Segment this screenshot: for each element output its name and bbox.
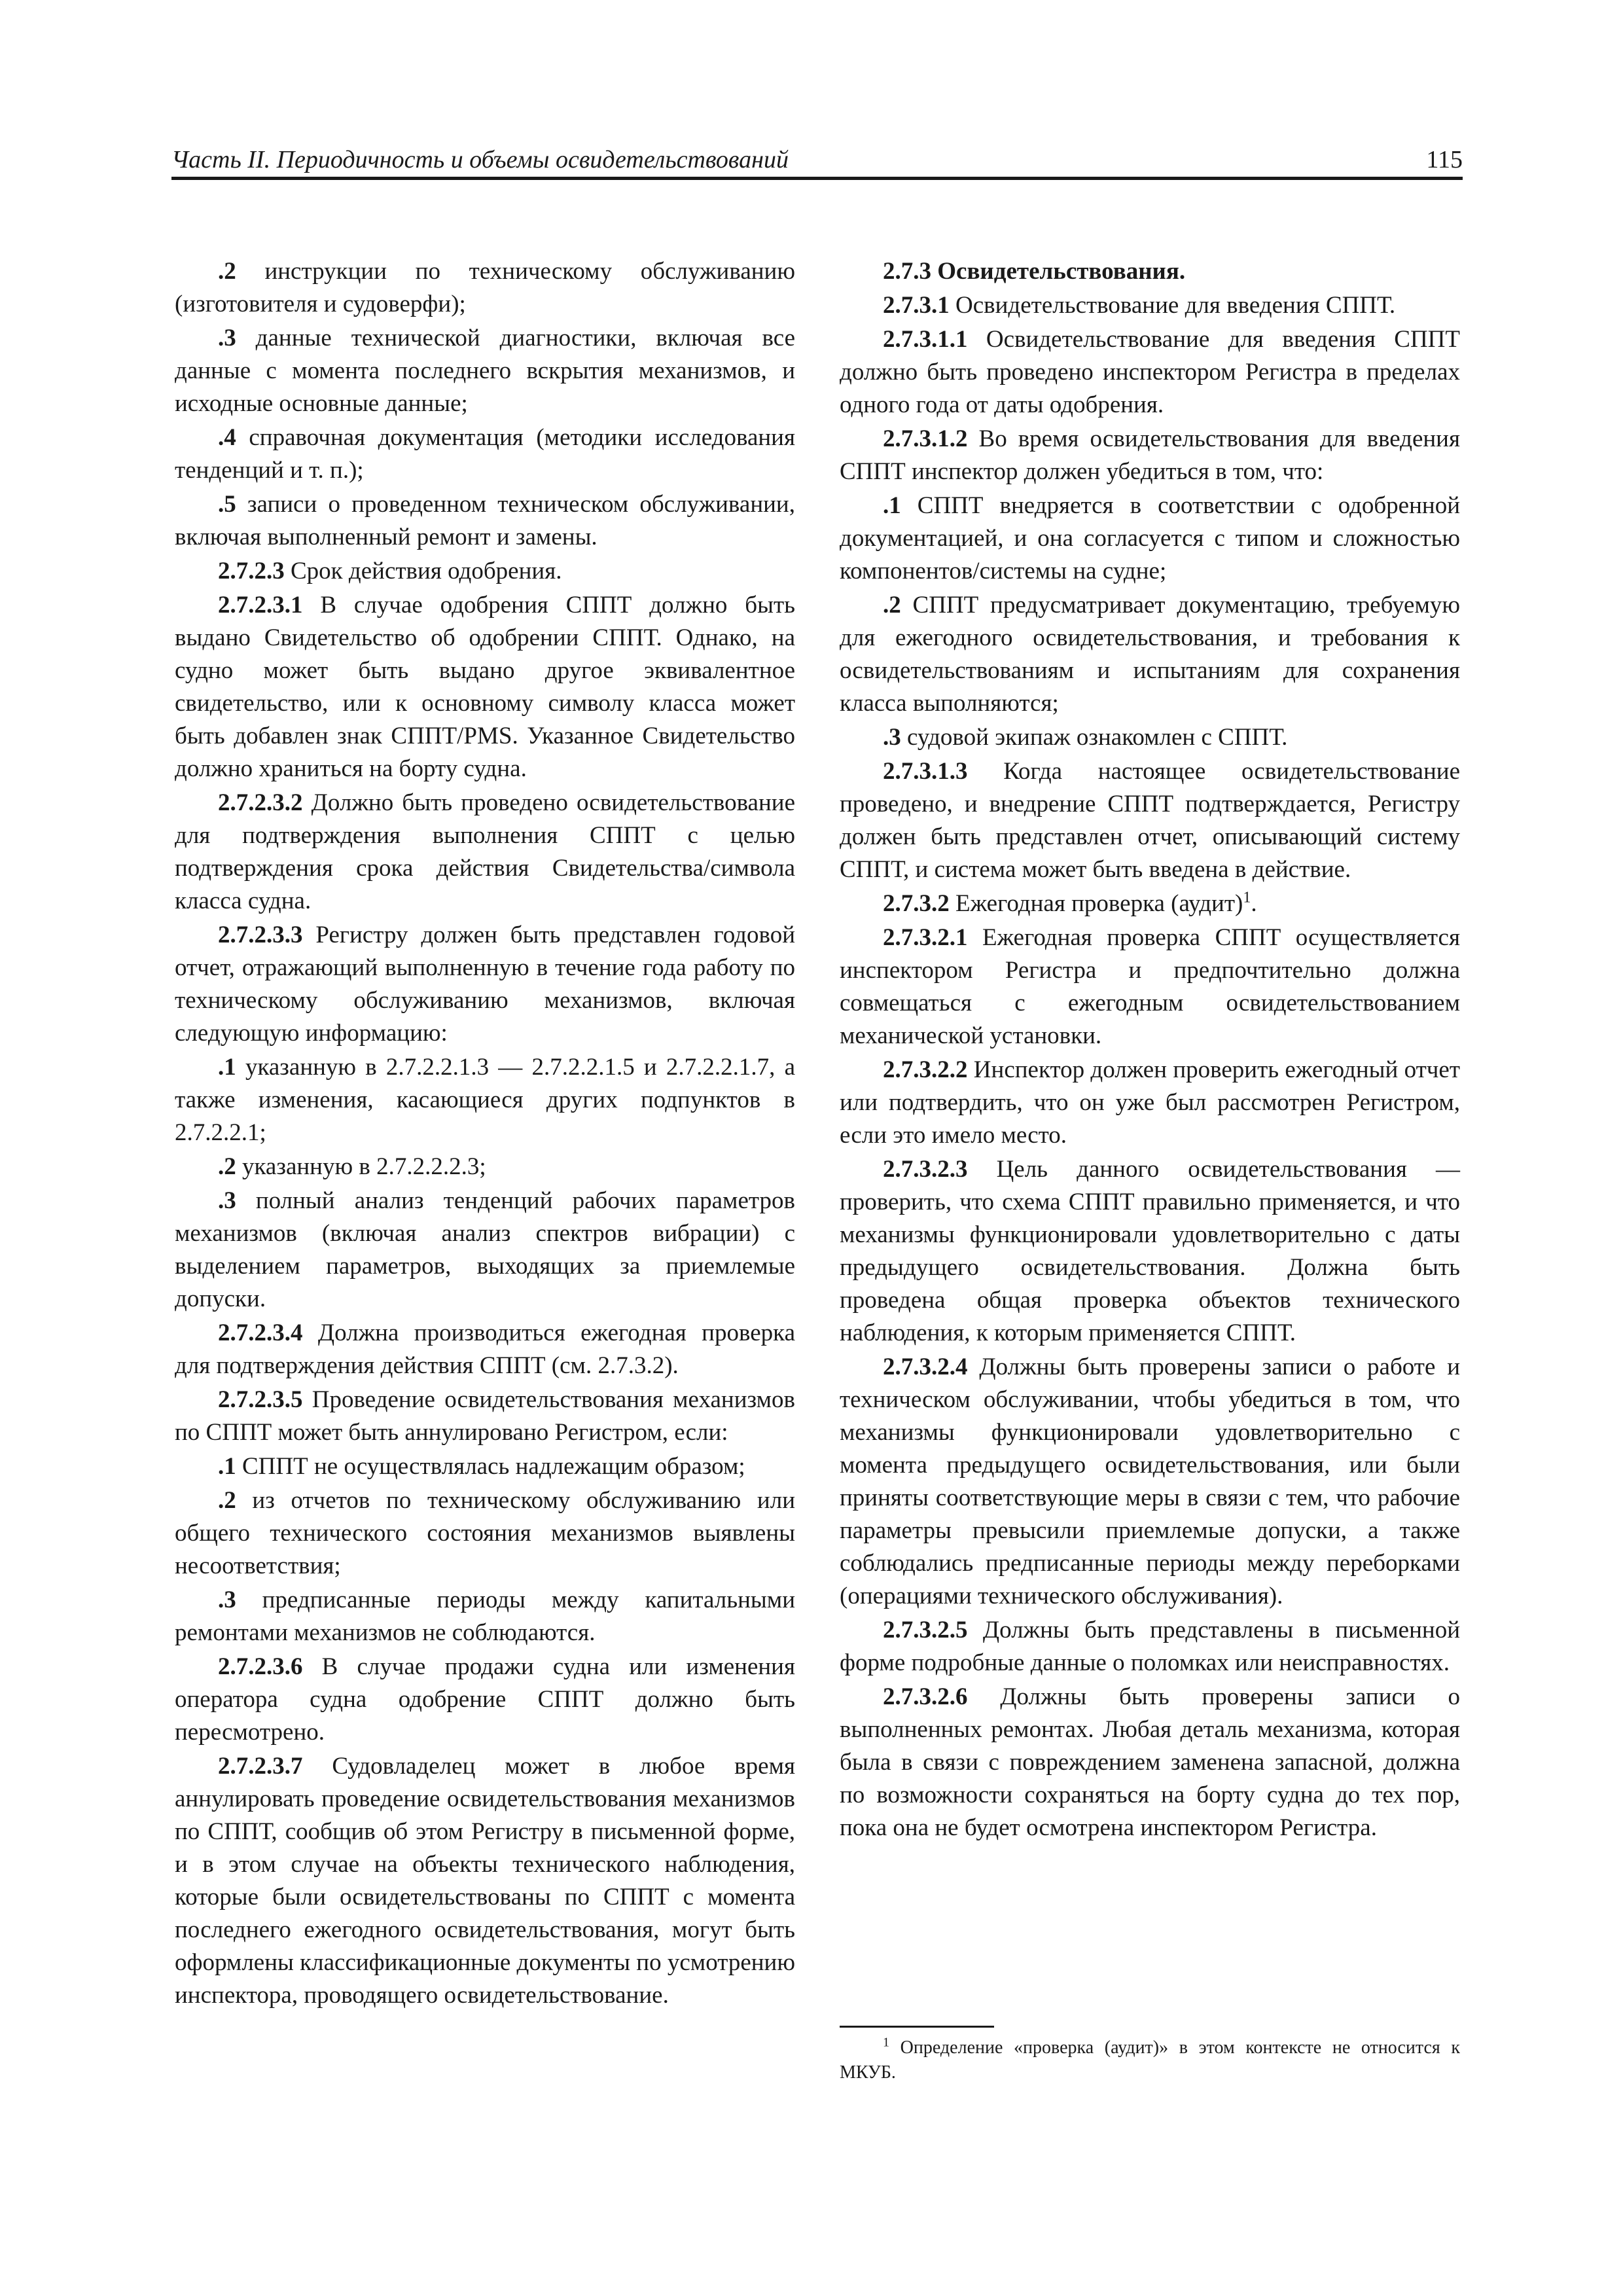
item-text: из отчетов по техническому обслуживанию или общего технического состояния механизмов выявлены несоответствия;	[175, 1487, 795, 1579]
clause-text: Ежегодная проверка СППТ осуществляется инспектором Регистра и предпочтительно должна совмещаться с ежегодным освидетельствованием механической установки.	[840, 924, 1460, 1049]
paragraph	[175, 919, 795, 1050]
clause-number: 2.7.3.2.6	[883, 1683, 968, 1710]
list-item	[175, 488, 795, 554]
section-text: Ежегодная проверка (аудит)	[955, 890, 1243, 917]
item-text: полный анализ тенденций рабочих параметров механизмов (включая анализ спектров вибрации) с выделением параметров, выходящих за приемлемые допуски.	[175, 1187, 795, 1312]
list-item	[175, 322, 795, 420]
section-text: Срок действия одобрения.	[291, 558, 562, 584]
clause-number: 2.7.3.1.1	[883, 326, 968, 353]
item-number: .1	[218, 1054, 236, 1081]
section-heading	[840, 255, 1460, 288]
item-number: .5	[218, 491, 236, 518]
clause-number: 2.7.3.2.4	[883, 1354, 968, 1380]
item-number: .3	[218, 1187, 236, 1214]
clause-number: 2.7.2.3.7	[218, 1753, 303, 1780]
clause-number: 2.7.3.1.2	[883, 425, 968, 452]
footnote-reference: 1	[1243, 889, 1251, 906]
item-number: .1	[883, 492, 901, 519]
section-number: 2.7.3	[883, 258, 931, 285]
section-heading	[840, 888, 1460, 920]
item-text: данные технической диагностики, включая все данные с момента последнего вскрытия механизмов, и исходные основные данные;	[175, 325, 795, 417]
list-item	[175, 422, 795, 487]
item-number: .2	[218, 258, 236, 285]
section-number: 2.7.3.2	[883, 890, 950, 917]
section-number: 2.7.3.1	[883, 292, 950, 319]
clause-text: Должна производиться ежегодная проверка для подтверждения действия СППТ (см. 2.7.3.2).	[175, 1319, 795, 1379]
item-number: .2	[218, 1487, 236, 1514]
item-number: .3	[883, 724, 901, 751]
clause-text: В случае продажи судна или изменения оператора судна одобрение СППТ должно быть пересмотрено.	[175, 1653, 795, 1746]
header-rule	[171, 177, 1463, 180]
item-text: указанную в 2.7.2.2.2.3;	[242, 1153, 486, 1180]
item-number: .1	[218, 1453, 236, 1480]
paragraph	[175, 1651, 795, 1749]
footnote-mark: 1	[883, 2035, 889, 2050]
item-text: инструкции по техническому обслуживанию (изготовителя и судоверфи);	[175, 258, 795, 317]
clause-number: 2.7.3.1.3	[883, 758, 968, 785]
paragraph	[840, 755, 1460, 886]
clause-text: Должно быть проведено освидетельствование для подтверждения выполнения СППТ с целью подтверждения срока действия Свидетельства/символа класса судна.	[175, 789, 795, 914]
page-number: 115	[1426, 146, 1463, 173]
item-text: СППТ внедряется в соответствии с одобренной документацией, и она согласуется с типом и сложностью компонентов/системы на судне;	[840, 492, 1461, 584]
section-heading	[175, 555, 795, 588]
footnote-rule	[840, 2026, 994, 2028]
paragraph	[175, 1317, 795, 1382]
clause-text: Должны быть представлены в письменной форме подробные данные о поломках или неисправностях.	[840, 1617, 1460, 1676]
clause-number: 2.7.2.3.1	[218, 592, 303, 619]
list-item	[175, 1484, 795, 1583]
item-text: записи о проведенном техническом обслуживании, включая выполненный ремонт и замены.	[175, 491, 795, 550]
item-text: предписанные периоды между капитальными ремонтами механизмов не соблюдаются.	[175, 1587, 795, 1646]
clause-text: Когда настоящее освидетельствование проведено, и внедрение СППТ подтверждается, Регистру должен быть представлен отчет, описывающий систему СППТ, и система может быть введена в действие.	[840, 758, 1460, 883]
paragraph	[840, 1614, 1460, 1679]
item-number: .4	[218, 424, 236, 451]
paragraph	[840, 1351, 1460, 1613]
paragraph	[840, 323, 1460, 422]
paragraph	[175, 1750, 795, 2012]
paragraph	[175, 787, 795, 918]
list-item	[175, 255, 795, 321]
footnote-text: Определение «проверка (аудит)» в этом контексте не относится к МКУБ.	[840, 2037, 1460, 2083]
clause-number: 2.7.2.3.4	[218, 1319, 303, 1346]
list-item	[175, 1151, 795, 1183]
footnote	[840, 2036, 1460, 2085]
clause-number: 2.7.2.3.2	[218, 789, 303, 816]
clause-text: Регистру должен быть представлен годовой отчет, отражающий выполненную в течение года работу по техническому обслуживанию механизмов, включая следующую информацию:	[175, 922, 796, 1047]
clause-text: В случае одобрения СППТ должно быть выдано Свидетельство об одобрении СППТ. Однако, на судно может быть выдано другое эквивалентное свидетельство, или к основному символу класса может быть добавлен знак СППТ/PMS. Указанное Свидетельство должно храниться на борту судна.	[175, 592, 795, 782]
section-heading	[840, 289, 1460, 322]
clause-text: Освидетельствование для введения СППТ должно быть проведено инспектором Регистра в пределах одного года от даты одобрения.	[840, 326, 1460, 418]
item-text: справочная документация (методики исследования тенденций и т. п.);	[175, 424, 796, 484]
item-number: .2	[218, 1153, 236, 1180]
clause-text: Должны быть проверены записи о выполненных ремонтах. Любая деталь механизма, которая была в связи с повреждением заменена запасной, должна по возможности сохраняться на борту судна до тех пор, пока она не будет осмотрена инспектором Регистра.	[840, 1683, 1460, 1841]
right-column	[840, 255, 1460, 1846]
left-column	[175, 255, 795, 2013]
section-text: Освидетельствование для введения СППТ.	[955, 292, 1396, 319]
item-number: .3	[218, 1587, 236, 1613]
item-text: СППТ предусматривает документацию, требуемую для ежегодного освидетельствования, и требования к освидетельствованиям и испытаниям для сохранения класса выполняются;	[840, 592, 1461, 717]
running-header	[171, 145, 1463, 179]
paragraph	[175, 589, 795, 785]
running-header-title: Часть II. Периодичность и объемы освидетельствований	[171, 146, 789, 173]
clause-text: Должны быть проверены записи о работе и техническом обслуживании, чтобы убедиться в том, что механизмы функционировали удовлетворительно с момента предыдущего освидетельствования, или были приняты соответствующие меры в связи с тем, что рабочие параметры превысили приемлемые допуски, а также соблюдались предписанные периоды между переборками (операциями технического обслуживания).	[840, 1354, 1460, 1609]
list-item	[175, 1185, 795, 1316]
clause-number: 2.7.2.3.5	[218, 1386, 303, 1413]
list-item	[840, 721, 1460, 754]
clause-text: Судовладелец может в любое время аннулировать проведение освидетельствования механизмов по СППТ, сообщив об этом Регистру в письменной форме, и в этом случае на объекты технического наблюдения, которые были освидетельствованы по СППТ с момента последнего ежегодного освидетельствования, могут быть оформлены классификационные документы по усмотрению инспектора, проводящего освидетельствование.	[175, 1753, 795, 2009]
clause-text: Цель данного освидетельствования — проверить, что схема СППТ правильно применяется, и что механизмы функционировали удовлетворительно с даты предыдущего освидетельствования. Должна быть проведена общая проверка объектов технического наблюдения, к которым применяется СППТ.	[840, 1156, 1460, 1346]
list-item	[840, 589, 1460, 720]
section-number: 2.7.2.3	[218, 558, 285, 584]
list-item	[175, 1584, 795, 1649]
paragraph	[840, 423, 1460, 488]
item-number: .2	[883, 592, 901, 619]
list-item	[175, 1051, 795, 1149]
clause-number: 2.7.3.2.3	[883, 1156, 968, 1183]
paragraph	[840, 922, 1460, 1052]
clause-number: 2.7.2.3.6	[218, 1653, 303, 1680]
paragraph	[840, 1681, 1460, 1844]
clause-text: Проведение освидетельствования механизмов по СППТ может быть аннулировано Регистром, если:	[175, 1386, 795, 1446]
paragraph	[840, 1054, 1460, 1152]
item-text: указанную в 2.7.2.2.1.3 — 2.7.2.2.1.5 и 2.7.2.2.1.7, а также изменения, касающиеся других подпунктов в 2.7.2.2.1;	[175, 1054, 795, 1146]
paragraph	[840, 1153, 1460, 1350]
clause-text: Инспектор должен проверить ежегодный отчет или подтвердить, что он уже был рассмотрен Регистром, если это имело место.	[840, 1056, 1460, 1149]
clause-number: 2.7.2.3.3	[218, 922, 303, 948]
section-text-tail: .	[1251, 890, 1257, 917]
clause-number: 2.7.3.2.2	[883, 1056, 968, 1083]
item-text: судовой экипаж ознакомлен с СППТ.	[907, 724, 1288, 751]
clause-number: 2.7.3.2.5	[883, 1617, 968, 1643]
clause-number: 2.7.3.2.1	[883, 924, 968, 951]
clause-text: Во время освидетельствования для введения СППТ инспектор должен убедиться в том, что:	[840, 425, 1461, 485]
paragraph	[175, 1384, 795, 1449]
list-item	[840, 490, 1460, 588]
item-number: .3	[218, 325, 236, 351]
section-text: Освидетельствования.	[937, 258, 1186, 285]
item-text: СППТ не осуществлялась надлежащим образом;	[242, 1453, 745, 1480]
list-item	[175, 1450, 795, 1483]
